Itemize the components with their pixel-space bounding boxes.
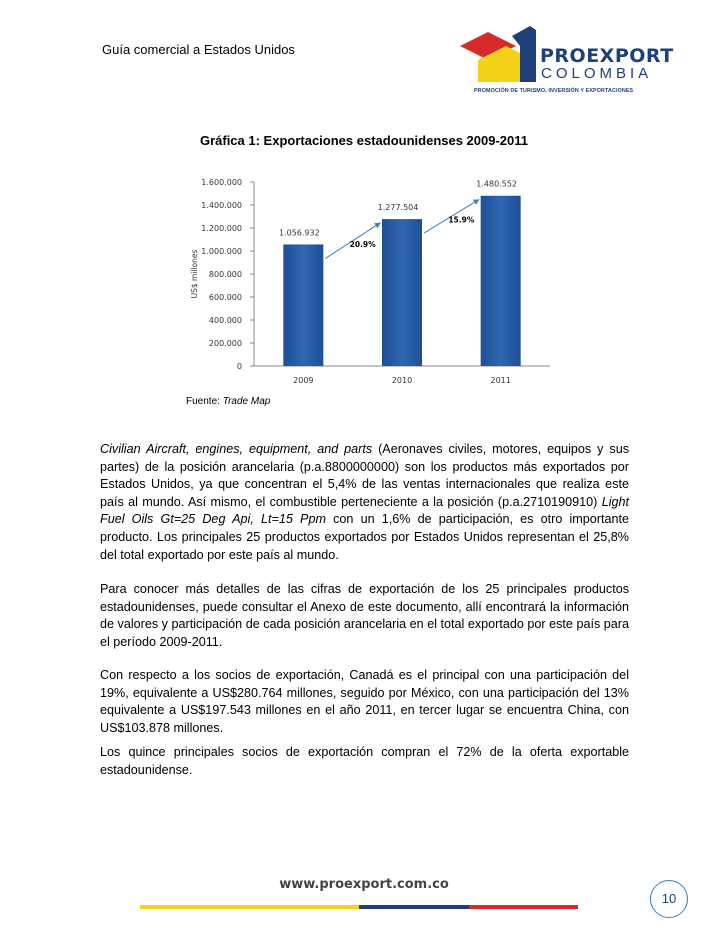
footer-url[interactable]: www.proexport.com.co <box>279 877 449 892</box>
y-tick-label: 1.000.000 <box>201 247 242 256</box>
logo-name: PROEXPORT <box>540 45 674 67</box>
y-tick-label: 1.400.000 <box>201 201 242 210</box>
x-tick-label: 2011 <box>490 376 511 385</box>
y-tick-label: 200.000 <box>208 339 242 348</box>
source-label: Fuente: <box>186 396 220 407</box>
page-number: 10 <box>650 880 688 918</box>
exports-bar-chart <box>0 0 728 400</box>
source-value: Trade Map <box>222 396 271 407</box>
paragraph-4: Los quince principales socios de exportación compran el 72% de la oferta exportable estadounidense. <box>100 745 629 777</box>
footer-bar-navy <box>359 905 469 909</box>
bar-2011 <box>481 196 521 366</box>
logo-country: COLOMBIA <box>541 65 653 82</box>
bar-2010 <box>382 219 422 366</box>
footer-bar-yellow <box>140 905 359 909</box>
footer-bar-red <box>469 905 579 909</box>
y-tick-label: 400.000 <box>208 316 242 325</box>
footer-color-bar <box>140 905 578 909</box>
chart-title: Gráfica 1: Exportaciones estadounidenses 2009-2011 <box>199 133 529 148</box>
y-tick-label: 1.600.000 <box>201 178 242 187</box>
growth-label: 20.9% <box>349 239 376 249</box>
y-tick-label: 1.200.000 <box>201 224 242 233</box>
bar-2009 <box>283 244 323 366</box>
y-tick-label: 0 <box>236 362 242 371</box>
p1-text-b: con un 1,6% de participación, es otro importante producto. Los principales 25 productos exportados por Estados Unidos representan el 25,8% del total exportado por este país al mundo. <box>100 512 629 562</box>
data-label-2010: 1.277.504 <box>377 203 419 213</box>
y-tick-label: 800.000 <box>208 270 242 279</box>
data-label-2009: 1.056.932 <box>278 228 320 238</box>
p1-italic-a: Civilian Aircraft, engines, equipment, and parts <box>100 442 373 456</box>
y-tick-label: 600.000 <box>208 293 242 302</box>
p1-text-a: (Aeronaves civiles, motores, equipos y sus partes) de la posición arancelaria (p.a.8800000000) son los productos más exportados por Estados Unidos, ya que concentran el 5,4% de las ventas internacionales que realiza este país al mundo. Así mismo, el combustible perteneciente a la posición (p.a.2710190910) <box>100 442 629 509</box>
p1-italic-b: Light Fuel Oils Gt=25 Deg Api, Lt=15 Ppm <box>100 494 629 527</box>
x-tick-label: 2010 <box>391 376 413 385</box>
x-tick-label: 2009 <box>293 376 314 385</box>
paragraph-2: Para conocer más detalles de las cifras de exportación de los 25 principales productos estadounidenses, puede consultar el Anexo de este documento, allí encontrará la información de valores y participación de cada posición arancelaria en el total exportado por este país para el período 2009-2011. <box>100 582 629 649</box>
paragraph-3: Con respecto a los socios de exportación, Canadá es el principal con una participación del 19%, equivalente a US$280.764 millones, seguido por México, con una participación del 13% equivalente a US$197.543 millones en el año 2011, en tercer lugar se encuentra China, con US$103.878 millones. <box>100 668 629 735</box>
data-label-2011: 1.480.552 <box>476 179 518 189</box>
logo-tagline: PROMOCIÓN DE TURISMO, INVERSIÓN Y EXPORTACIONES <box>474 88 634 94</box>
y-axis-label: US$ millones <box>190 249 199 299</box>
growth-label: 15.9% <box>448 215 475 225</box>
chart-source <box>186 396 270 407</box>
running-header: Guía comercial a Estados Unidos <box>102 42 295 57</box>
paragraph-1 <box>100 441 629 564</box>
